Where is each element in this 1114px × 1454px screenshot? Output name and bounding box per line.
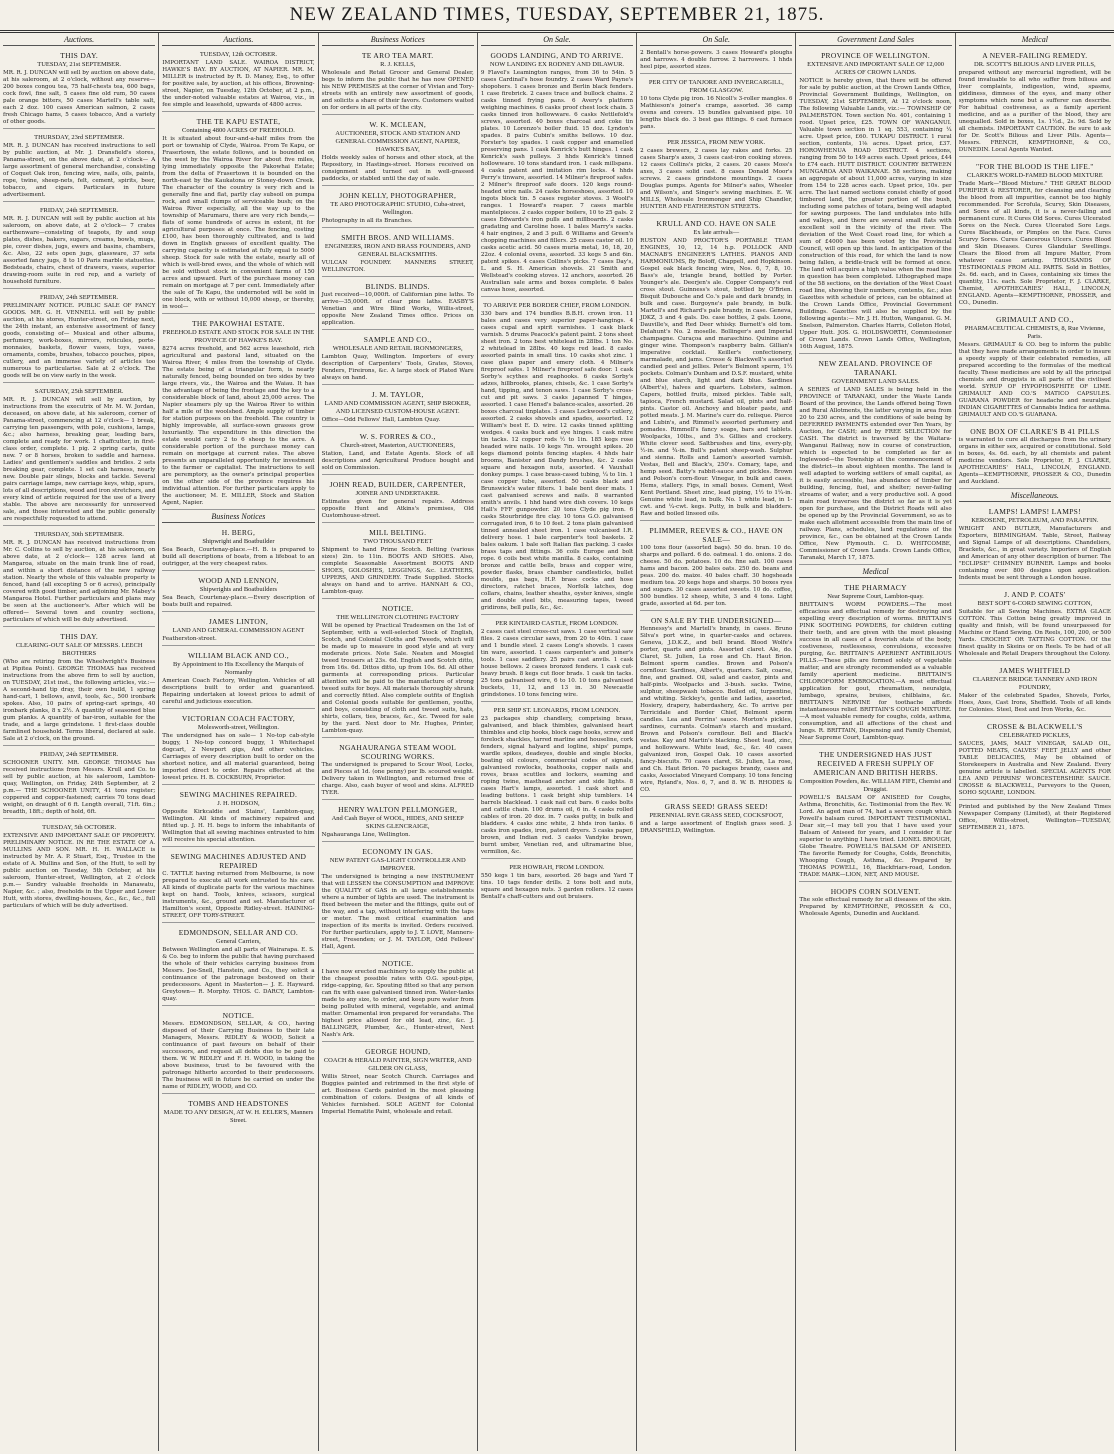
notice-body: Holds weekly sales of horses and other stock, at the Repository, in Hastings-street. Horses received on consignment and turned out in well-grassed paddocks, or stabled until the day of sale. — [321, 155, 474, 182]
notice-body: NOTICE is hereby given, that there will be offered for sale by public auction, at the Crown Lands Office, Provincial Government Buildings, Wellington, on TUESDAY, 21st SEPTEMBER, At 12 o'clock noon, The following Valuable Lands, viz.:— TOWNSHIP OF PALMERSTON. Town section No. 401, containing 1 rood. Upset price, £25. TOWN OF WANGANUI. Valuable town section in 1 sq. 553, containing ¼ acre. Upset price, £60. TUKAPU DISTRICT. 1 rural section, contents, 1⅛ acres. Upset price, £37. HOROWHENUA ROAD DISTRICT. 4 sections, ranging from 50 to 149 acres each. Upset prices, £44 to £74 each. HUTT DISTRICT. COUNTRY BETWEEN MUNGAROA AND WAIKANAE. 58 sections, making an aggregate of about 11,000 acres, varying in size from 154 to 228 acres each. Upset price, 10s. per acre. The last named sections consist chiefly of good timbered land, the greater portion of the bush, including some patches of totara, being well adapted for sawing purposes. The land undulates into hills and valleys, and there are several small flats with excellent soil in the vicinity of the river. The deviation of the West Coast road line, for which a sum of £4000 has been voted by the Provincial Council, will open up this land. In anticipation of the construction of this road, for which the land is now being fallen, a bridle-track will be formed at once. The land will acquire a high value when the road line in question has been completed. Lithographed maps of the 58 sections, on the deviation of the West Coast road line, showing their numbers, contents, &c.; also Gazettes with schedule of prices, can be obtained at the Crown Lands Office, Provincial Government Buildings. Gazettes will also be supplied by the following agents:— Mr. J. H. Hutton, Wanganui. G. M. Snelson, Palmerston. Charles Harris, Colleton Hotel, Upper Hutt. JOS. G. HOLDSWORTH, Commissioner of Crown Lands. Crown Lands Office, Wellington, 16th August, 1875. — [799, 78, 952, 350]
notice-subheading: EXTENSIVE AND IMPORTANT SALE OF 12,000 ACRES OF CROWN LANDS. — [807, 61, 944, 76]
notice-subheading: PER HOWRAH, FROM LONDON. — [509, 864, 605, 871]
notice-subheading: AUCTIONEER, STOCK AND STATION AND GENERAL COMMISSION AGENT, NAPIER, HAWKE'S BAY, — [335, 130, 461, 153]
notice-subheading: ENGINEERS, IRON AND BRASS FOUNDERS, AND GENERAL BLACKSMITHS. — [324, 243, 471, 258]
notice-subheading: General Carriers, — [216, 938, 261, 945]
notice-body: POWELL'S BALSAM OF ANISEED for Coughs, Asthma, Bronchitis, &c. Testimonial from the Rev. W. Lord. An aged man of 74, had a severe cough which Powell's balsam cured. IMPORTANT TESTIMONIAL. Dear sir,—I may tell you that I have used your Balsam of Aniseed for years, and I consider it far superior to anything I have tried. LIONEL BROUGH, Globe Theatre. POWELL'S BALSAM OF ANISEED. The favorite Remedy for Coughs, Colds, Bronchitis, Whooping Cough, Asthma, &c. Prepared by THOMAS POWELL, 16, Blackfriars-road, London. TRADE MARK—LION, NET, AND MOUSE. — [799, 795, 952, 878]
notice — [640, 523, 792, 611]
notice — [3, 48, 155, 129]
notice — [640, 76, 792, 134]
notice-heading: LAMPS! LAMPS! LAMPS! — [988, 507, 1081, 516]
notice-subheading: Molesworth-street, Wellington. — [197, 724, 279, 731]
notice-body: VULCAN FOUNDRY. MANNERS STREET, WELLINGTON. — [321, 260, 474, 273]
notice — [322, 48, 474, 115]
notice-body: Estimates given for general repairs. Address opposite Hunt and Atkins's premises, Old Customhouse-street. — [321, 499, 474, 519]
notice — [3, 528, 155, 627]
notice-heading: PLIMMER, REEVES & CO., HAVE ON SALE— — [649, 526, 783, 544]
notice-subheading: Church-street, Masterton, AUCTIONEERS, — [340, 442, 456, 449]
notice-subheading: R. J. KELLS, — [380, 61, 416, 68]
notice-body: A SERIES of LAND SALES is being held in the PROVINCE of TARANAKI, under the Waste Lands Board of the province, the Lands offered being Town and Rural Allotments, the latter varying in area from 20 to 230 acres, and the conditions of sale being by DEFERRED PAYMENTS extended over Ten Years, by Auction, for CASH; and by FREE SELECTION for CASH. The district is traversed by the Waitara-Wanganui Railway, now in course of construction, which is expected to be completed as far as Inglewood—the Township at the commencement of the district—in about eighteen months. The land is well adapted to working settlers of small capital, as it is easily accessible, has abundance of timber for building, fencing, fuel, and shelter; never-failing streams of water, and a very productive soil. A good main road traverses the district so far as it is yet open for purchase, and the District Roads will also be opened up by the Provincial Government, so as to make each allotment accessible from the main line of railway. Plans, schedules, land regulations of the province, &c., can be obtained at the Crown Lands Office, New Plymouth. C. D. WHITCOMBE, Commissioner of Crown Lands. Crown Lands Office, Taranaki, March 17, 1875. — [799, 387, 952, 561]
notice-subheading: CELEBRATED PICKLES, — [999, 732, 1071, 739]
notice-body: is warranted to cure all discharges from the urinary organs in either sex, acquired or constitutional. Sold in boxes, 4s. 6d. each, by all chemists and patent medicine vendors. Sole Proprietor, F. J. CLARKE, APOTHECARIES' HALL, LINCOLN, ENGLAND. Agents—KEMPTHORNE, PROSSER & CO., Dunedin and Auckland. — [958, 437, 1111, 485]
notice-body: 330 bars and 174 bundles B.B.H. crown iron. 11 bales and cases very superior paper-hangings. 4 cases cupal and spirit varnishes. 1 cask black varnish. 5 drums Peacock's patent paint. 2 tons sheet sheet iron. 2 tons best whitelead in 28lbs. 1 ton No. 2 whitelead in 28lbs. 40 kegs red lead. 8 casks assorted paints in small tins. 10 casks shot zinc. 1 case glass paper and emery cloth. 4 Milner's fireproof safes. 1 Milner's fireproof safe door. 1 cask Sorby's scythes and reaphooks. 6 casks Sorby's adzes, hillbrooks, planes, chisels, &c. 1 case Sorby's hand, tipping, and tenon saws. 1 case Sorby's cross-cut and pit saws. 3 casks japanned T hinges, assorted. 1 case Hensd's balance-scales, assorted. 26 boxes charcoal tinplates. 3 cases Lockwood's cutlery, assorted. 2 casks shovels and spades, assorted. 12 William's best E. D. wire. 12 casks tinned splitting wedges. 4 casks buck and eye hinges. 1 cask mitre tin tacks. 12 copper rods ½ to 1in. 185 kegs rose headed wire nails. 10 kegs 7in. wrought spikes. 20 kegs diamond points fencing staples. 4 hhds hair brooms, Banister and Dandy brushes, &c. 2 casks square and hexagon nuts, assorted. 4 Vauxhall donkey pumps. 1 case brass-cased tubing, ¼ to 1in. 1 case copper tube, assorted. 50 casks black and Brunswick's water filters. 1 bale bent deer mats. 1 cast galvanised screws and nails. 8 warranted smith's anvils. 1 hhd hand wire dish covers. 10 kegs Hall's FFF gunpowder. 20 tons Clyde pig iron. 6 casks Stourbridge fire clay. 10 tons G.O. galvanised corrugated iron, 6 to 10 feet. 2 tons plain galvanised tinned annealed sheet iron. 1 case vulcanised I.R. delivery hose. 1 bale carpenter's tool baskets. 2 bales oakum. 1 bale soft Italian flax packing. 3 casks brass taps and fittings. 36 coils Europe and bolt rope. 6 coils best white manilla. 8 casks, containing bronze and cattle bells, brass and copper wire, powder flasks, brass chamber candlesticks, bullet moulds, gas bags, H.P. brass cocks and hose directors, ratchet braces, Norfolk latches, dog collars, chains, leather sheaths, oyster knives, single and double steel bits, measuring tapes, tweed gridirons, bell pulls, &c., &c. — [480, 311, 634, 611]
notice-heading: HOOPS CORN SOLVENT. — [830, 887, 921, 896]
notice-subheading: KEROSENE, PETROLEUM, AND PARAFFIN. — [971, 517, 1099, 524]
notice-heading: EDMONDSON, SELLAR AND CO. — [178, 928, 299, 937]
notice-body: 23 packages ship chandlery, comprising brass, galvanised, and black thimbles, galvanised heart thimbles and clip hooks, block cage hooks, screw and forelock shackles, tarred marline and houseline, cork fenders, signal halyard and logline, ships' pumps, wardle spikes, deadeyes, double and single blocks, boating oil colours, commercial codes of signals, galvanised rowlocks, boathooks, copper nails and roves, brass scuttles and lockers, seaming and roping twine, masthead anchor and side lights. 8 cases Hart's lamps, assorted. 1 cask short and leading buttons. 1 cask bright ship tumblers. 14 barrels blacklead. 1 cask nail cut bars. 6 casks bolts and cattle chain. 100 drums oil, 6 in. 4 casks rolled cables of iron. 20 doz. in. 7 casks putty, in bulk and bladders. 4 casks zinc white, 2 hhds iron tanks. 6 casks iron spades, iron, patent dryers. 3 casks paper, brown, and Indian red. 3 casks Vandyke brown, burnt umber, Venetian red, and ultramarine blue, vermilion, &c. — [480, 716, 634, 855]
notice-body: 2 cases cast steel cross-cut saws. 1 case vertical saw files. 2 cases circular saws, from 20 to 40in. 1 case and 1 bundle steel. 2 cases Long's shovels. 1 cases tin ware, assorted. 1 cases carpenter's and joiner's tools. 1 case saddlery. 25 pairs cast anvils. 1 cask house bellows. 2 cases bronzed fenders. 1 cask cut-heavy brush. 8 kegs cut floor brads. 1 cask tin tacks. 25 tons galvanised wire, 6 to 10. 10 tons galvanised buckets, 11, 12, and 13 in. 30 Newcastle grindstones. 10 tons fencing wire. — [480, 629, 634, 698]
notice-heading: A NEVER-FAILING REMEDY. — [982, 51, 1088, 60]
notice-body: Wholesale and Retail Grocer and General Dealer, begs to inform the public that he has now OPENED his NEW PREMISES at the corner of Vivian and Tory-streets with an entirely new assortment of goods, and solicits a share of their favors. Customers waited on for orders in all parts of the city. — [321, 70, 474, 111]
notice-body: Featherston-street. — [162, 636, 217, 642]
notice — [3, 748, 155, 819]
notice-subheading: FREEHOLD ESTATE AND STOCK FOR SALE IN THE PROVINCE OF HAWKE'S BAY. — [162, 329, 315, 344]
notice-heading: ON SALE BY THE UNDERSIGNED— — [650, 616, 782, 625]
notice-body: The sole effectual remedy for all diseases of the skin. Prepared by KEMPTHORNE, PROSSER & CO., Wholesale Agents, Dunedin and Auckland. — [799, 897, 952, 917]
notice-subheading: PER CITY OF TANJORE AND INVERCARGILL, FROM GLASGOW. — [648, 79, 784, 94]
notice-heading: BLINDS. BLINDS. — [365, 282, 430, 291]
notice-subheading: Ex late arrivals— — [693, 229, 740, 236]
column — [478, 33, 637, 1451]
notice-body: and a large assortment of English grass seed. J. DRANSFIELD, Wellington. — [640, 821, 793, 834]
notice-heading: TE ARO TEA MART. — [361, 51, 434, 60]
masthead: NEW ZEALAND TIMES, TUESDAY, SEPTEMBER 21, 1875. — [0, 0, 1114, 33]
notice-subheading: DR. SCOTT'S BILIOUS AND LIVER PILLS, — [974, 61, 1096, 68]
notice-subheading: COACH & HERALD PAINTER, SIGN WRITER, AND GILDER ON GLASS, — [323, 1057, 472, 1072]
column-heading: Auctions. — [162, 35, 314, 46]
notice-heading: GRIMAULT AND CO., — [996, 315, 1074, 324]
notice-heading: MILL BELTING. — [369, 528, 427, 537]
column — [159, 33, 318, 1451]
notice — [640, 48, 792, 74]
notice-body: 9 Flavel's Leamington ranges, from 36 to 54in. 5 cases Cardinal's hose foundry. 2 cases Ward Payne's shopohers. 1 cases bronze and Berlin black fenders. 1 case firebrick. 2 cases trace and bullock chains. 2 casks tinned frying pans. 6 Avery's platform weighing machines. 6 casks proof chest lock chain. 3 casks tinned iron hollowware. 6 casks Nettlefold's screws, assorted. 40 boxes charcoal and coke tin plates. 10 Lorenzo's boiler fluid. 15 doz. Lyndon's spades. 8 pairs Cubin's smiths bellows. 10 doz. Forster's toy spades. 1 cask copper and enamelled preserving pans. 1 cask Kenrick's butt hinges. 1 cask Kenrick's sash pulleys. 3 hhds Kenrick's tinned hollowware. 10 tons standard iron. 1 cask millspans. 4 casks patent and imitation rim locks. 4 hhds Perry's tinware, assorted. 14 Milner's fireproof safes. 2 Milner's fireproof safe doors. 120 kegs round-headed wire nails. 24 casks horseshoes, assorted. 10 ingots block tin. 5 cases register stoves. 3 Woolf's ranges. 1 Howard's reaper. 7 cases marble mantelpieces. 2 casks copper boilers, 10 to 25 gals. 2 cases Edwards's iron pulls and millboards. 2 casks gradating and Caroline hose. 1 bales Marry's sacks. 4 hair engines, 2 and 3 pull. 6 Williams and Green's chopping machines and fillers. 25 cases castor oil. 10 casks acetic acid. 50 cases muria metal, 16, 18, 20, 22oz. 4 colonial ovens, assorted. 33 kegs 5 and 6in. patent spikes. 4 cases Collins's picks. 7 cases Day's, L. and S. H. American shovels. 21 Smith and Wellstead's cooking stoves. 12 anchors, assorted. 26 Australian sale arms and boxes complete. 6 bales canvas hose, assorted. — [480, 70, 634, 293]
notice-heading: JAMES WHITFIELD — [999, 666, 1071, 675]
notice — [959, 663, 1111, 717]
notice-subheading: TUESDAY, 21st SEPTEMBER. — [37, 61, 122, 68]
notice — [322, 844, 474, 954]
notice-heading: GRASS SEED! GRASS SEED! — [664, 802, 768, 811]
notice-subheading: Near Supreme Court, Lambton-quay. — [827, 593, 924, 600]
notice-body: The undersigned has on sale— 1 No-top cab-style buggy, 1 No-top concord buggy, 1 Whitechapel dogcart, 2 Newport gigs, And other vehicles. Carriages of every description built to order on the shortest notice, and all material guaranteed, being imported direct to order. Repairs effected at the lowest price. H. B. COCKBURN, Proprietor. — [162, 733, 315, 781]
notice — [162, 849, 314, 923]
notice-body: Photography in all its Branches. — [321, 218, 413, 224]
notice — [481, 861, 633, 903]
notice-heading: J. AND P. COATS' — [1004, 590, 1066, 599]
notice-body: Sea Beach, Courtenay-place.—Every description of boats built and repaired. — [162, 595, 315, 608]
notice-body: Office—Odd Fellows' Hall, Lambton Quay. — [321, 417, 441, 423]
notice-body: PRELIMINARY NOTICE. PUBLIC SALE OF FANCY GOODS. MR. G. H. VENNELL will sell by public auction, at his stores, Hunter-street, on Friday next, the 24th instant, an extensive assortment of fancy goods, consisting of— Musical and other albums, perfumery, work-boxes, mirrors, reticules, porte-monnaies, baskets, flower vases, toys, vases, ornaments, combs, brushes, tobacco pouches, pipes, cutlery, and an immense variety of articles too numerous to particularise. Sale at 2 o'clock. The goods will be on view early in the week. — [3, 303, 156, 379]
notice-subheading: TWO THOUSAND FEET — [363, 538, 433, 545]
notice — [640, 799, 792, 837]
notice-body: Suitable for all Sewing Machines. EXTRA GLACE COTTON. This Cotton being greatly improved in quality and finish, will be found unsurpassed for Machine or Hand Sewing. On Reels, 100, 200, or 500 Yards. CROCHET OR TATTING COTTON. Of the finest quality in Skeins or on Reels. To be had of all Wholesale and Retail Drapers throughout the Colony. — [958, 609, 1111, 657]
notice-heading: THE PAKOWHAI ESTATE. — [192, 319, 285, 328]
notice-subheading: CLARKE'S WORLD-FAMED BLOOD MIXTURE — [966, 172, 1103, 179]
notice-body: Shipment to hand Prime Scotch. Belting (various sizes) 2in. to 11in. BOOTS AND SHOES. Also, complete Seasonable Assortment BOOTS AND SHOES, GOLOSHES, LEGGINGS, &c. LEATHERS, UPPERS, AND GRINDERY. Trade Supplied. Stocks always on hand and to arrive. HANNAH & CO., Lambton-quay. — [321, 547, 474, 595]
notice-body: IMPORTANT LAND SALE. WAIROA DISTRICT, HAWKE'S BAY. BY AUCTION, AT NAPIER. MR. M. MILLER is instructed by R. D. Maney, Esq., to offer for positive sale, by auction, at his offices, Browning-street, Napier, on Tuesday, 12th October, at 2 p.m., the under-noted valuable estates at Wairoa, viz., in fee simple and leasehold, upwards of 4800 acres. — [162, 60, 315, 108]
notice-subheading: PERENNIAL RYE GRASS SEED, COCKSFOOT, — [649, 812, 784, 819]
notice — [322, 387, 474, 427]
notice — [640, 613, 792, 797]
notice-body: Willis Street, near Scotch Church. Carriages and Buggies painted and retrimmed in the first style of art. Business Cards painted in the most pleasing combination of colors. Designs of all kinds of Vehicles furnished. SOLE AGENT for Colonial Imperial Hematite Paint, wholesale and retail. — [321, 1074, 474, 1115]
notice-body: WRIGHT AND BUTLER, Manufacturers and Exporters, BIRMINGHAM. Table, Street, Railway and Signal Lamps of all descriptions. Chandeliers, Brackets, &c., in great variety. Importers of English and American of any other description of burner. The "ECLIPSE" CHIMNEY BURNER. Lamps and books containing over 800 designs upon application. Indents must be sent through a London house. — [958, 526, 1111, 581]
notice — [162, 525, 314, 571]
notice — [799, 356, 951, 565]
notice-heading: SMITH BROS. AND WILLIAMS. — [341, 233, 455, 242]
column — [796, 33, 955, 1451]
notice-body: Ngahauranga Line, Wellington. — [321, 832, 411, 838]
notice-heading: W. K. MCLEAN, — [369, 120, 427, 129]
notice-subheading: Composition Powders, &c. WILLIAM FIFE, Chemist and Druggist. — [799, 778, 952, 793]
notice-subheading: FRIDAY, 24th SEPTEMBER. — [39, 207, 119, 214]
notice-subheading: SATURDAY, 25th SEPTEMBER. — [34, 388, 124, 395]
notice-subheading: CLARENCE BRIDGE TANNERY AND IRON FOUNDRY, — [972, 676, 1098, 691]
notice-subheading: TE ARO PHOTOGRAPHIC STUDIO, Cuba-street, Wellington. — [330, 201, 466, 216]
notice-heading: HENRY WALTON PELLMONGER, — [338, 805, 458, 814]
notice-body: Lambton Quay, Wellington. Importers of every description of Carpenters' Tools, Grates, Stoves, Fenders, Fireirons, &c. A large stock of Plated Ware always on hand. — [321, 354, 474, 381]
notice — [162, 787, 314, 847]
notice-body: The undersigned is bringing a new INSTRUMENT that will LESSEN the CONSUMPTION and IMPROVE the QUALITY of GAS in all large establishments where a number of lights are used. The instrument is fixed between the meter and the fittings, quite out of the way, and a tap, without interfering with the taps or meter. The most critical examination and inspection of its merits is invited. Orders received. For further particulars, apply to J. T. LOVE, Manners-street, Fresenden; or J. M. TAYLOR, Odd Fellows' Hall, Agent. — [321, 874, 474, 950]
notice — [162, 648, 314, 709]
notice — [162, 48, 314, 112]
notice-heading: NOTICE. — [222, 1011, 255, 1020]
column-heading: Miscellaneous. — [959, 491, 1111, 502]
notice — [322, 802, 474, 842]
notice-heading: SAMPLE AND CO., — [363, 335, 432, 344]
notice — [162, 114, 314, 314]
notice-subheading: By Appointment to His Excellency the Marquis of Normanby — [172, 661, 304, 676]
notice-heading: NGAHAURANGA STEAM WOOL SCOURING WORKS. — [339, 743, 457, 761]
notice — [322, 332, 474, 385]
notice-heading: PROVINCE OF WELLINGTON. — [821, 51, 930, 60]
notice — [3, 385, 155, 526]
notice-body: Station, Land, and Estate Agents. Stock of all descriptions and Agricultural Produce bought and sold on Commission. — [321, 451, 474, 471]
notice — [3, 821, 155, 912]
notice — [162, 925, 314, 1006]
column-heading: On Sale. — [481, 35, 633, 46]
notice-body: It is situated about four-and-a-half miles from the port or township of Clyde, Wairoa. From Te Kapu, or Frasertown, the estate follows, and is bounded on the west by the Wairoa River for about five miles, lying immediately opposite the Pakowhai Estate; from the delta of Frasertown it is bounded on the north-east by the Kaukatona or Stoney-down Creek. The character of the country is very rich and is generally fine and flat, partly clay subsoil on pumpa rock, and small clumps of serviceable bush; on the Wairoa River especially, all the way up to the township of Marumaru, there are very rich bends,—flats of some hundreds of acres in extent, fit for agricultural purposes at once. The fencing, costing £100, has been thoroughly cultivated, and is laid down in English grasses of excellent quality. The carrying capacity is estimated at fully equal to 5000 sheep. Stock for sale with the estate, nearly all of which is well-bred ewes, and the whole of which will be sold without stock in convenient farms of 150 acres and upward. Part of the purchase money can remain on mortgage at 7 per cent. Immediately after the sale of Te Kapu, the undernoted will be sold in one block, with or without 10,000 sheep, or thereby, in wool— — [162, 136, 315, 310]
notice-heading: WOOD AND LENNON, — [198, 576, 279, 585]
notice-body: Opposite Kirkcaldie and Stains', Lambton-quay, Wellington. All kinds of machinery repaired and fitted up. J. H. H. begs to inform the inhabitants of Wellington that all sewing machines entrusted to him will receive his special attention. — [162, 809, 315, 843]
notice-subheading: NEW PATENT GAS-LIGHT CONTROLLER AND IMPROVER. — [329, 857, 466, 872]
notice-heading: THIS DAY. — [60, 51, 98, 60]
notice-subheading: TO ARRIVE PER BORDER CHIEF, FROM LONDON. — [483, 302, 631, 309]
notice-subheading: THURSDAY, 30th SEPTEMBER. — [34, 531, 124, 538]
notice — [959, 719, 1111, 800]
notice-body: 2 Bentall's horse-powers. 3 cases Howard's ploughs and harrows. 4 double furrow. 2 harrowers. 1 hhds heel pipe, assorted sizes. — [640, 50, 793, 70]
notice-body: Sea Beach, Courtenay-place.—H. B. is prepared to build all descriptions of boats, from a lifeboat to an outrigger, at the very cheapest rates. — [162, 547, 315, 567]
notice-heading: VICTORIAN COACH FACTORY, — [181, 714, 295, 723]
notice-body: (Who are retiring from the Wheelwright's Business at Pipitea Point). GEORGE THOMAS has received instructions from the above firm to sell by auction, on TUESDAY, 21st inst., the following articles, viz.:— A second-hand tip dray, their own build, 1 spring hand-cart, 1 bellows, anvil, tools, &c., 500 ironbark spokes. Also, 10 pairs of spring-cart springs, 40 ironbark planks, 8 x 2½. A quantity of seasoned blue gum planks. A quantity of bar-iron, suitable for the trade, and a large grindstone. 1 first-class double farmlined household. Terms liberal, declared at sale. Sale at 2 o'clock, on the ground. — [3, 659, 156, 742]
notice-subheading: FRIDAY, 24th SEPTEMBER. — [39, 294, 119, 301]
notice-subheading: NOW LANDING EX RODNEY AND DILAWUR. — [489, 61, 625, 68]
notice — [959, 159, 1111, 310]
notice — [3, 629, 155, 746]
notice — [959, 312, 1111, 422]
notice — [322, 188, 474, 228]
notice — [162, 1096, 314, 1128]
notice-body: Printed and published by the New Zealand Times Newspaper Company (Limited), at their Registered Office, Willis-street, Wellington—TUESDAY, SEPTEMBER 21, 1875. — [958, 804, 1111, 831]
notice-body: Messrs. GRIMAULT & CO. beg to inform the public that they have made arrangements in order to insure a speedy supply of their celebrated remedies, all prepared according to the formulas of the medical faculty. These medicines are sold by all the principal chemists and druggists in all parts of the civilised world. SYRUP OF HYPOPHOSPHITE OF LIME. GRIMAULT AND CO.'S MATICO CAPSULES. GUARANA POWDER for headache and neuralgia. INDIAN CIGARETTES of Cannabis Indica for asthma. GRIMAULT AND CO.'S GUARANA. — [958, 342, 1111, 418]
notice-subheading: BEST SOFT 6-CORD SEWING COTTON, — [977, 600, 1093, 607]
notice-body: 10 tons Clyde pig iron. 16 Nicoll's 3-roller mangles. 6 Mathieson's joiner's cramps, assorted. 36 camp ovens and covers. 15 bundles galvanised pipe. 10 lengths black do. 3 best gas fittings. 6 cast furnace pans. — [640, 96, 793, 130]
column-heading: Business Notices — [162, 512, 314, 523]
notice-subheading: JOINER AND UNDERTAKER. — [355, 490, 440, 497]
notice — [322, 429, 474, 475]
notice-body: MR. R. J. DUNCAN will sell by public auction at his saleroom, on above date, at 2 o'clock— 7 crates earthenware—consisting of teapots, fly and soup plates, dishes, bakers, sugars, creams, bowls, mugs, pie, cover dishes, jugs, ewers and basins, chambers, &c. Also, 22 sets open jugs, glassware, 37 sets assorted fancy jugs, 8 to 10 Paris marble statuettes. Bedsteads, chairs, chest of drawers, vases, superior drawing-room suite in red rep, and a variety of household furniture. — [3, 216, 156, 285]
notice-body: Just received—10,000ft. of Californian pine laths. To arrive—35,000ft. of clear pine laths. EASBY'S Venetian and Wire Blind Works, Willis-street, opposite New Zealand Times office. Prices on application. — [321, 292, 474, 326]
notice-heading: GEORGE HOUND, — [365, 1047, 431, 1056]
notice — [322, 477, 474, 523]
notice — [959, 802, 1111, 834]
notice-heading: GOODS LANDING, AND TO ARRIVE. — [490, 51, 624, 60]
notice — [959, 424, 1111, 489]
notice — [3, 204, 155, 289]
notice-body: 550 kegs 1 tin bars, assorted. 26 bags and Yard T tins. 10 tags fender drills. 2 tons bolt and nuts, square and hexagon nuts. 3 garden rollers. 12 cases Bentall's chaff-cutters and out bruisers. — [480, 873, 634, 900]
notice-body: 2 cases brewers, 2 cases lay rakes and forks. 25 cases Sharp's axes, 3 cases cast-iron cooking stoves. 12 cases Collins's picks, 2 cases. 20 cases Moss's axes, 3 cases solid cast. 8 cases Donald Moor's screws. 2 cases grindstone mountings. 2 cases Douglas pumps. Agents for Milner's safes, Wheeler and Wilson's, and Singer's sewing machines. E. W. MILLS, Wholesale Ironmonger and Ship Chandler, HUNTER AND FEATHERSTON STREETS. — [640, 148, 793, 210]
notice-heading: THE TE KAPU ESTATE, — [196, 117, 281, 126]
notice-subheading: PER SHIP ST. LEONARDS, FROM LONDON. — [493, 707, 621, 714]
column — [319, 33, 478, 1451]
notice — [3, 291, 155, 383]
notice-heading: WILLIAM BLACK AND CO., — [187, 651, 289, 660]
column — [956, 33, 1114, 1451]
notice — [162, 1008, 314, 1094]
column — [0, 33, 159, 1451]
notice-subheading: GOVERNMENT LAND SALES. — [831, 378, 920, 385]
notice-subheading: CLEARING-OUT SALE OF MESSRS. LEECH BROTHERS — [15, 642, 143, 657]
notice-body: American Coach Factory, Wellington. Vehicles of all descriptions built to order and guaranteed. Repairing undertaken at lowest prices to admit of careful and judicious execution. — [162, 678, 315, 705]
notice-heading: THE PHARMACY — [844, 583, 907, 592]
notice-heading: W. S. FORRES & CO., — [359, 432, 436, 441]
notice-subheading: FRIDAY, 24th SEPTEMBER. — [39, 751, 119, 758]
notice-body: MR. R. J. DUNCAN has received instructions to sell by public auction, at Mr. J. Dransfield's stores, Panama-street, on the above date, at 2 o'clock— A large assortment of general merchandise, consisting of Coquet Oak iron, fencing wire, nails, oils, paints, rope, twine, sheep-nets, felt, cement, spirits, beer, tobacco, and cigars. Particulars in future advertisement. — [3, 143, 156, 198]
notice-body: RUSTON AND PROCTOR'S PORTABLE TEAM ENGINES, 10, 12, 14 h.p. POLLOCK AND MACNAB'S ENGINEER'S LATHES. PIANOS AND HARMONIUMS, By Boloff, Chappell, and Hopkinson. Gospel oak black fencing wire, Nos. 6, 7, 8, 10. Bass's ale, triangle brand, bottled by Porter. Younger's ale. Deerjen's ale. Copper Company's red cross stout. Guinness's stout, bottled by O'Brien. Bisquit Dubouche and Co.'s pale and dark brandy, in bulk and case. Burgoyne's pale brandy, in bulk. Martell's and Richard's pale brandy, in case. Geneva, JDKZ, 3 and 4 gals. Do. case bottles, 2 gals. Loone, Dauville's, and Red Deer whisky. Burnett's old tom. Delahunt's No. 2 moselle. Bollinger's and Imperial champagne. Curaçoa and maraschino. Quinine and ginger wine. Thompson's raspberry balm. Gillian's imperative cocktail. Keiller's confectionery, marmalade, and jams. Crosse & Blackwell's assorted candied peel and jellies. Peter's Belmont sperm, 1½ pockets. Colman's Dunham and D.S.F. mustard, white and blue starch, light and dark blue. Sardines (Albert's), halves and quarters. Lobsters, salmon. Capers, bottled fruits, mixed pickles. Table salt, tapioca, French mustard. Salad oil, pints and half-pints. Castor oil. Anchovy and bloater paste, and potted meats. J. M. Marine's curr do. relisque. Pierce and Lubin's, and Rimmel's assorted perfumery and pomades. Rimmell's fancy soaps, bars and tablets. Woolpacks, 10lbs., and 5's. Gillies and crockery. White clover seed. Saltbrushes and tins, every-ply, ½-in. and ¾-in. Bull's patent sheep-wash. Sulphur and sienna. Rolls and Lamon's assorted varnish. Vestas, Bell and Black's, 250's. Comary, tape, and hemp seed. Batty's rabbit-sauce and pickles. Brown and Polson's corn-flour. Vinegar, in bulk and cases. Hems, stallery. Figs, in small boxes. Cement, West Kent Portland. Sheet zinc, lead piping, 1½ to 1¼-in. Genuine white lead, in bulk. No. 1 white lead, in 1-cwt. and ¼-cwt. kegs. Putty, in bulk and bladders. Raw and boiled linseed oils. — [640, 238, 793, 517]
notice — [959, 504, 1111, 585]
notice-body: C. TATTLE having returned from Melbourne, is now prepared to execute all work entrusted to his care. All kinds of duplicate parts for the various machines kept on hand. Tools, knives, scissors, surgical instruments, &c., ground and set. Manufacturer of Hamilton's scent, Opposite Ridley-street. HAINING-STREET, OFF TORY-STREET. — [162, 871, 315, 919]
notice-body: 8274 acres freehold, and 562 acres leasehold, rich agricultural and pastoral land, situated on the Wairoa River, 4 miles from the township of Clyde. The estate being of a triangular form, is nearly naturally fenced, being bounded on two sides by two large rivers, viz., the Wairoa and the Waiau. It has the advantage of being the frontage and the key to a considerable block of land, about 25,000 acres. The Napier steamers ply up the Wairoa River to within half a mile of the woolshed. Ample supply of timber for station purposes on the freehold. The country is highly improvable, all surface-sown grasses grow luxuriantly. The expenditure in this direction the estate would carry 2 to 6 sheep to the acre. A considerable portion of the purchase money can remain on mortgage at current rates. The above presents an unparalleled opportunity for investment to the farmer or capitalist. The instructions to sell are peremptory, as the owner's principal properties on the other side of the province requires his individual attention. For further particulars apply to the auctioneer, M. E. MILLER, Stock and Station Agent, Napier. — [162, 346, 315, 506]
notice-subheading: THURSDAY, 23rd SEPTEMBER. — [34, 134, 125, 141]
notice — [162, 711, 314, 785]
notice-heading: H. BERG, — [221, 528, 256, 537]
notice-heading: NOTICE. — [381, 959, 414, 968]
notice-heading: KRULL AND CO. HAVE ON SALE — [656, 219, 776, 228]
notice — [162, 573, 314, 612]
notice-heading: NEW ZEALAND. PROVINCE OF TARANAKI. — [818, 359, 933, 377]
notice-body: MR. R. J. DUNCAN has received instructions from Mr. C. Collins to sell by auction, at his saleroom, on above date, at 2 o'clock— 128 acres land at Mangaroa, situate on the main trunk line of road, and within a short distance of the new railway station. Nearly the whole of this valuable property is fenced, hand (all excepting 5 or 6 acres), principally covered with good timber, and adjoining Mr. Mabey's Mangaroa Hotel. Further particulars and plans may be seen at the auctioneer's. After which will be offered— Several town and country sections, particulars of which will be duly advertised. — [3, 540, 156, 623]
notice-subheading: PER JESSICA, FROM NEW YORK. — [667, 139, 766, 146]
notice-subheading: LAND AND GENERAL COMMISSION AGENT — [172, 627, 305, 634]
notice-body: BRITTAIN'S WORM POWDERS.—The most efficacious and effectual remedy for destroying and expelling every description of worms. BRITTAIN'S PINK SOOTHING POWDERS, for children cutting their teeth, and are given with the most pleasing success in all cases of a feverish state of the body, costiveness, restlessness, convulsions, excessive purging, &c. BRITTAIN'S APERIENT ANTIBILIOUS PILLS.—These pills are formed solely of vegetable matter, and are strongly recommended as a valuable family aperient medicine. BRITTAIN'S CHLOROFORM EMBROCATION.—A most effectual application for gout, rheumatism, neuralgia, lumbago, sprains, bruises, chilblains, &c. BRITTAIN'S NERVINE for toothache affords instantaneous relief. BRITTAIN'S COUGH MIXTURE.—A most valuable remedy for coughs, colds, asthma, consumption, and all affections of the chest and lungs. R. BRITTAIN, Dispensing and Family Chemist, Near Supreme Court, Lambton-quay. — [799, 602, 952, 741]
column — [637, 33, 796, 1451]
notice — [162, 316, 314, 510]
notice-subheading: MADE TO ANY DESIGN, AT W. H. EELER'S, Manners Street. — [163, 1109, 314, 1124]
notice-subheading: LAND AND COMMISSION AGENT, SHIP BROKER, AND LICENSED CUSTOM-HOUSE AGENT. — [324, 400, 471, 415]
notice — [640, 216, 792, 521]
notice-body: EXTENSIVE AND IMPORTANT SALE OF PROPERTY. PRELIMINARY NOTICE. IN RE THE ESTATE OF A. MULLINS AND SON. MR. H. H. WALLACE is instructed by Mr. A. P. Stuart, Esq., Trustee in the estate of A. Mullins and Son, of the Hutt, to sell by public auction on Tuesday, 5th October, at his saleroom, Hunter-street, Wellington, at 2 o'clock p.m.— Sundry valuable freeholds in Manawatu, Napier, &c. ; also, freeholds in the Upper and Lower Hutt, with stores, dwelling-houses, &c., &c., &c., full particulars of which will be duly advertised. — [3, 833, 156, 909]
notice-body: The undersigned is prepared to Scour Wool, Locks, and Pieces at 1d. (one penny) per lb. scoured weight. Delivery taken in Wellington, and returned free of charge. Also, cash buyer of wool and skins. ALFRED TYER. — [321, 762, 474, 796]
notice — [799, 580, 951, 745]
notice-body: Hennessy's and Martell's brandy, in cases. Bruno Silva's port wine, in quarter-casks and octaves. Geneva, J.D.K.Z., and bell brand. Blood Wolfe's porter, quarts and pints. Assorted claret. Ale, do. Claret, St. Julien, La rose and Ch. Haut Brion. Belmont sperm candles. Brown and Polson's cornflour. Sardines, Albert's, quarters. Salt, coarse, fine, and grained. Oil, salad and castor, pints and half-pints. Woolpacks and 3-bush. sacks. Twine, sulphur, sheepwash tobacco. Boiled oil, turpentine, and whiting. Sickley's, gentle and ladies, assorted. Hosiery, drapery, haberdashery, &c. To arrive per Terricidale and Border Chief, Belmont sperm candles. Lea and Perrins' sauce. Morton's pickles, sardines, currants. Colman's starch and mustard. Brown and Polson's cornflour. Bell and Black's vestas. Kay and Martin's blacking. Sheet lead, zinc, and hollowware. White lead, &c., &c. 40 cases galvanized iron, Gospel Oak. 10 cases assorted fancy-biscuits. 70 cases claret, St. Julien, La rose, and Ch. Haut Brion. 70 packages brandy, cases and casks, Associated Vineyard Company. 10 tons fencing wire, Ryland's, Nos. 6, 7, and 8. W. B. RHODES & CO. — [640, 626, 793, 793]
notice-body: MR. R. J. DUNCAN will sell by auction on above date, at his saleroom, at 2 o'clock, without any reserve— 200 boxes congou tea, 75 half-chests tea, 600 bags, cock fowl, fine salt, 5 cases fine old rum, 50 cases pale orange bitters, 50 cases Martell's table salt, each 2 doz. 100 cases American salmon, 2 cases fresh Chicago hams, 5 cases tobacco, And a variety of other goods. — [3, 70, 156, 125]
notice-heading: SEWING MACHINES REPAIRED. — [179, 790, 298, 799]
notice — [322, 601, 474, 738]
notice-body: MR. R. J. DUNCAN will sell by auction, by instructions from the executrix of Mr. M. W. Jordan, deceased, on above date, at his saleroom, corner of Panama-street, commencing at 12 o'clock— 1 break, carrying ten passengers, with pole, cushions, lamps, &c.; also harness, breaking gear, leading bars, complete and ready for work. 1 chaffcutter, in first-class order, complete. 1 pig. 2 spring carts, quite new. 7 or 8 horses, broken to saddle and harness. Ladies' and gentlemen's saddles and bridles. 2 sets breaking gear, complete. 1 set cab harness, nearly new. Double pair slings, blocks and tackle. Several pairs carriage lamps, new carriage keys, whip, spurs, lots of all descriptions, wood and iron stretchers, and every kind of article required for the use of a livery stable. The above are necessarily for unreserved sale, and those interested and the public generally are respectfully requested to attend. — [3, 397, 156, 522]
notice-body: SCHOONER UNITY. MR. GEORGE THOMAS has received instructions from Messrs. Krull and Co. to sell by public auction, at his saleroom, Lambton-quay, Wellington, on Friday, 24th September, at 2 p.m.— THE SCHOONER UNITY, 41 tons register; coppered and copper-fastened; carries 70 tons dead weight, on draught of 6 ft. Length overall, 71ft. 6in.; breadth, 18ft.; depth of hold, 6ft. — [3, 760, 156, 815]
notice-heading: TOMBS AND HEADSTONES — [188, 1099, 289, 1108]
notice — [959, 48, 1111, 157]
notice — [799, 747, 951, 882]
notice-heading: SEWING MACHINES ADJUSTED AND REPAIRED — [170, 852, 307, 870]
notice — [322, 230, 474, 277]
notice-subheading: PHARMACEUTICAL CHEMISTS, 8, Rue Vivienne, Paris. — [964, 325, 1105, 340]
notice — [481, 704, 633, 859]
notice — [322, 1044, 474, 1118]
notice-heading: ECONOMY IN GAS. — [362, 847, 434, 856]
notice-subheading: WHOLESALE AND RETAIL IRONMONGERS, — [332, 345, 463, 352]
column-heading: Medical — [799, 567, 951, 578]
columns-container — [0, 33, 1114, 1451]
notice-heading: THE UNDERSIGNED HAS JUST RECEIVED A FRESH SUPPLY OF AMERICAN AND BRITISH HERBS. — [813, 750, 938, 777]
notice-subheading: J. H. HODSON, — [217, 800, 260, 807]
notice-heading: CROSSE & BLACKWELL'S — [986, 722, 1083, 731]
notice-body: Between Wellington and all parts of Wairarapa. E. S. & Co. beg to inform the public that having purchased the whole of their vehicles carrying business from Messrs. Joe-Snell, Hanstein, and Co., they solicit a continuance of the patronage bestowed on their predecessors. Agent in Masterton— J. E. Hayward. Greytown— R. Morphy. THOS. C. DARCY, Lambton-quay. — [162, 947, 315, 1002]
notice — [959, 587, 1111, 661]
notice-heading: JOHN KELLY, PHOTOGRAPHER, — [339, 191, 457, 200]
notice-body: SAUCES, JAMS, MALT VINEGAR, SALAD OIL, POTTED MEATS, CALVES' FEET JELLY and other TABLE DELICACIES, May be obtained of Storekeepers in Australia and New Zealand. Every genuine article is labelled. SPECIAL AGENTS FOR LEA AND PERRINS' WORCESTERSHIRE SAUCE. CROSSE & BLACKWELL, Purveyors to the Queen, SOHO SQUARE, LONDON. — [958, 741, 1111, 796]
notice-heading: JAMES LINTON, — [208, 617, 269, 626]
column-heading: Medical — [959, 35, 1111, 46]
notice-heading: THIS DAY. — [60, 632, 98, 641]
notice-subheading: Shipwrights and Boatbuilders — [199, 586, 278, 593]
notice — [481, 299, 633, 615]
notice — [322, 740, 474, 800]
notice — [322, 117, 474, 186]
notice — [322, 525, 474, 599]
column-heading: Business Notices — [322, 35, 474, 46]
notice-subheading: TUESDAY, 12th OCTOBER. — [199, 51, 277, 58]
notice-heading: NOTICE. — [381, 604, 414, 613]
notice-subheading: And Cash Buyer of WOOL, HIDES, AND SHEEP SKINS GLENCRAIGE, — [331, 815, 464, 830]
notice — [640, 136, 792, 214]
notice — [799, 884, 951, 920]
notice — [481, 48, 633, 297]
notice-heading: ONE BOX OF CLARKE'S B 41 PILLS — [970, 427, 1100, 436]
notice-subheading: PER KINTAIRD CASTLE, FROM LONDON. — [495, 620, 619, 627]
notice — [322, 279, 474, 330]
notice-subheading: Shipwright and Boatbuilder — [202, 538, 275, 545]
notice — [322, 956, 474, 1042]
notice-body: prepared without any mercurial ingredient, will be found invaluable to all who suffer from bilious and liver complaints, indigestion, wind, spasms, giddiness, dimness of the eyes, and many other symptoms which none but a sufferer can describe. For habitual costiveness, as a family aperient medicine, and as a purifier of the blood, they are unequalled. Sold in boxes, 1s. 1½d., 2s. 9d. Sold by all chemists. IMPORTANT CAUTION. Be sure to ask for Dr. Scott's Bilious and Liver Pills. Agents—Messrs. FRENCH, KEMPTHORNE, & CO., DUNEDIN. Local Agents Wanted. — [958, 70, 1111, 153]
column-heading: Government Land Sales — [799, 35, 951, 46]
notice-heading: J. M. TAYLOR, — [371, 390, 424, 399]
column-heading: On Sale. — [640, 35, 792, 46]
notice — [799, 48, 951, 354]
notice-body: Messrs. EDMONDSON, SELLAR, & CO., having disposed of their Carrying Business to their late Managers, Messrs. RIDLEY & WOOD, Solicit a continuance of past favours on behalf of their successors, and request all debts due to be paid to them. W. W. RIDLEY and F. H. WOOD, in taking the above business, trust to be favoured with the patronage hitherto accorded to their predecessors. The business will in future be carried on under the name of RIDLEY, WOOD, and CO. — [162, 1021, 315, 1090]
notice-heading: JOHN READ, BUILDER, CARPENTER, — [329, 480, 466, 489]
notice-body: Maker of the celebrated Spades, Shovels, Forks, Hoes, Axes, Cast Irons, Sheffield. Tools of all kinds for Colonies. Steel, Best and Iron Works, &c. — [958, 693, 1111, 713]
notice-heading: "FOR THE BLOOD IS THE LIFE." — [976, 162, 1094, 171]
notice-subheading: Containing 4800 ACRES OF FREEHOLD. — [181, 127, 295, 134]
notice — [481, 617, 633, 702]
notice-body: Trade Mark—"Blood Mixture." THE GREAT BLOOD PURIFIER & RESTORER, for cleansing and clearing the blood from all impurities, cannot be too highly recommended. For Scrofula, Scurvy, Skin Diseases, and Sores of all kinds, it is a never-failing and permanent cure. It Cures Old Sores. Cures Ulcerated Sores on the Neck. Cures Ulcerated Sore Legs. Cures Blackheads, or Pimples on the Face. Cures Scurvy Sores. Cures Cancerous Ulcers. Cures Blood and Skin Diseases. Cures Glandular Swellings. Clears the Blood from all Impure Matter, From whatever cause arising. THOUSANDS OF TESTIMONIALS FROM ALL PARTS. Sold in Bottles, 2s. 6d. each, and in Cases, containing six times the quantity, 11s. each. Sole Proprietor, F. J. CLARKE, Chemist, APOTHECARIES' HALL, LINCOLN, ENGLAND. Agents—KEMPTHORNE, PROSSER, and CO., Dunedin. — [958, 181, 1111, 306]
notice-body: I have now erected machinery to supply the public at the cheapest possible rates with O.G. spout-pipe, ridge-capping, &c. Spouting fitted so that any person can fix with ease galvanised tinned iron. Water-tanks made to any size, to order, and keep pure water from being polluted with mineral, vegetable, and animal matter. Ornamental iron prepared for verandahs. The highest price allowed for old lead, zinc, &c. J. BALLINGER, Plumber, &c., Hunter-street, Next Nash's Ark. — [321, 969, 474, 1038]
notice-subheading: THE WELLINGTON CLOTHING FACTORY — [336, 614, 460, 621]
notice-body: Will be opened by Practical Tradesmen on the 1st of September, with a well-selected Stock of English, Scotch, and Colonial Cloths and Tweeds, which will be made up to measure in good style and at very moderate prices. Note Sale. Neaten and Mosgiel tweed trousers at 23s. 6d. English and Scotch ditto, from 16s. 6d. Dittos ditto, up from 10s. 6d. All other garments at corresponding prices. Particular attention will be paid to the manufacture of strong tweed suits for boys. All materials thoroughly shrunk and correctly fitted. Also complete outfits of English and Colonial goods suitable for gentlemen, youths, and boys, consisting of cloth and tweed suits, hats, shirts, collars, ties, braces, &c., &c. Tweed for sale by the yard. Next door to Mr. Hughes, Printer, Lambton-quay. — [321, 623, 474, 734]
notice-subheading: TUESDAY, 5th OCTOBER. — [42, 824, 117, 831]
column-heading: Auctions. — [3, 35, 155, 46]
notice — [3, 131, 155, 202]
notice-body: 100 tons flour (assorted bags). 50 do. bran. 10 do. sharps and pollard. 6 do. oatmeal. 1 do. onions. 2 do. cheese. 50 do. potatoes. 10 do. fine salt. 100 cases hams and bacon. 200 bales oats. 250 do. beans and peas. 200 do. maize. 40 bales chaff. 30 hogsheads medium tea. 20 kegs hops and sharps. 50 boxes ryes and sugars. 30 cases assorted sweets. 10 do. coffee, 500 bundles. 12 sheep, white, 3 and 4 tons. Light grade, assorted at 6d. per ton. — [640, 545, 793, 607]
notice — [162, 614, 314, 646]
